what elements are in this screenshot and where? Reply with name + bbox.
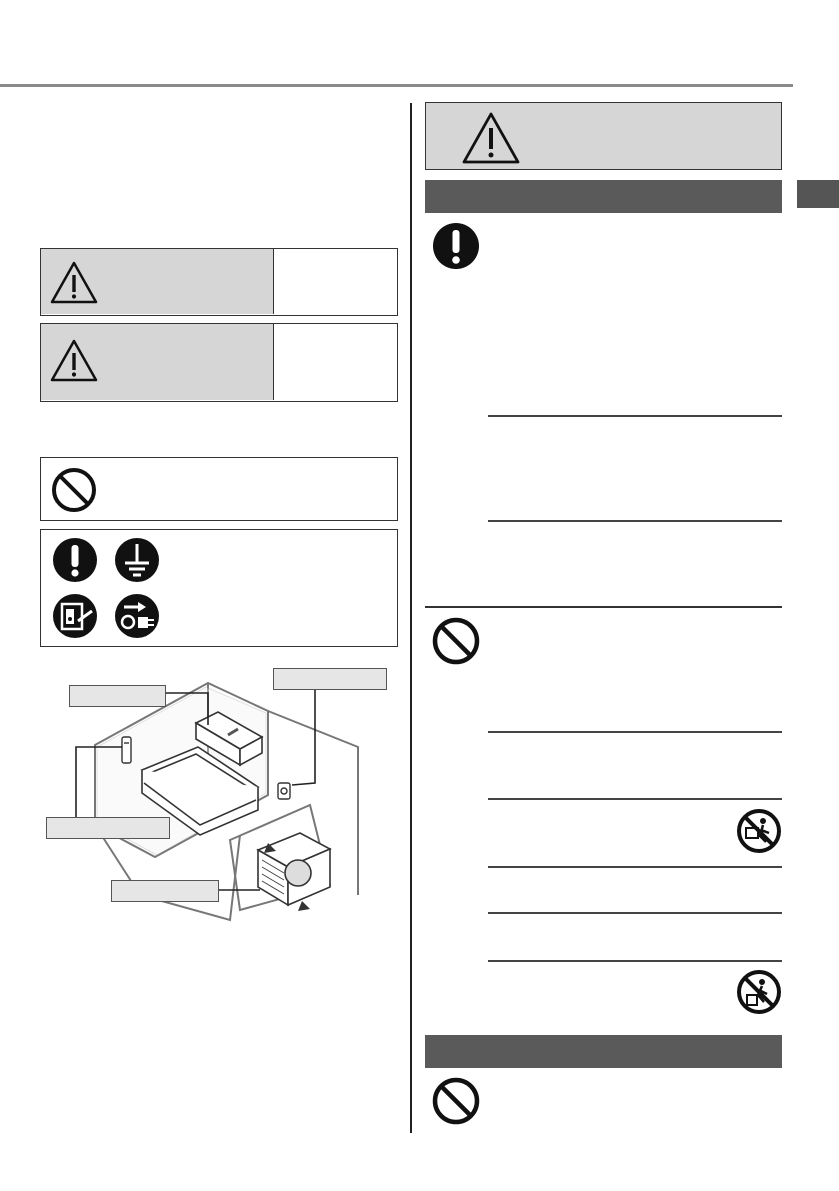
indoor-unit-label — [69, 685, 166, 707]
ground-icon — [114, 537, 160, 583]
remote-control-label — [46, 817, 170, 839]
no-children-icon — [736, 969, 782, 1015]
side-tab[interactable] — [797, 180, 839, 208]
plug-illustration — [278, 783, 290, 799]
prohibition-icon — [432, 617, 480, 665]
unplug-icon — [114, 593, 160, 639]
prohibition-legend-box — [40, 457, 398, 521]
header-rule — [0, 84, 793, 87]
outdoor-unit-label — [111, 880, 219, 902]
item-divider — [488, 960, 782, 962]
warning-triangle-icon — [462, 112, 520, 164]
item-divider — [488, 912, 782, 914]
section-bar-2 — [425, 1035, 782, 1068]
instruction-legend-box — [40, 529, 398, 647]
warning-header-panel — [425, 102, 782, 170]
warning-legend-box-2 — [40, 323, 398, 402]
warning-triangle-icon — [50, 261, 98, 304]
mandatory-icon — [52, 537, 98, 583]
item-divider — [488, 798, 782, 800]
no-climbing-icon — [736, 808, 782, 854]
mandatory-icon — [432, 222, 480, 270]
remote-illustration — [122, 737, 131, 763]
warning-triangle-icon — [50, 339, 98, 382]
column-divider — [410, 103, 412, 1133]
section-divider — [425, 606, 782, 608]
prohibition-icon — [432, 1077, 480, 1125]
item-divider — [488, 520, 782, 522]
power-plug-label — [273, 668, 387, 690]
installation-diagram — [40, 665, 400, 925]
warning-legend-box-1 — [40, 248, 398, 316]
item-divider — [488, 415, 782, 417]
prohibition-icon — [51, 467, 97, 513]
item-divider — [488, 731, 782, 733]
switch-off-icon — [52, 593, 98, 639]
section-bar-1 — [425, 180, 782, 213]
item-divider — [488, 866, 782, 868]
